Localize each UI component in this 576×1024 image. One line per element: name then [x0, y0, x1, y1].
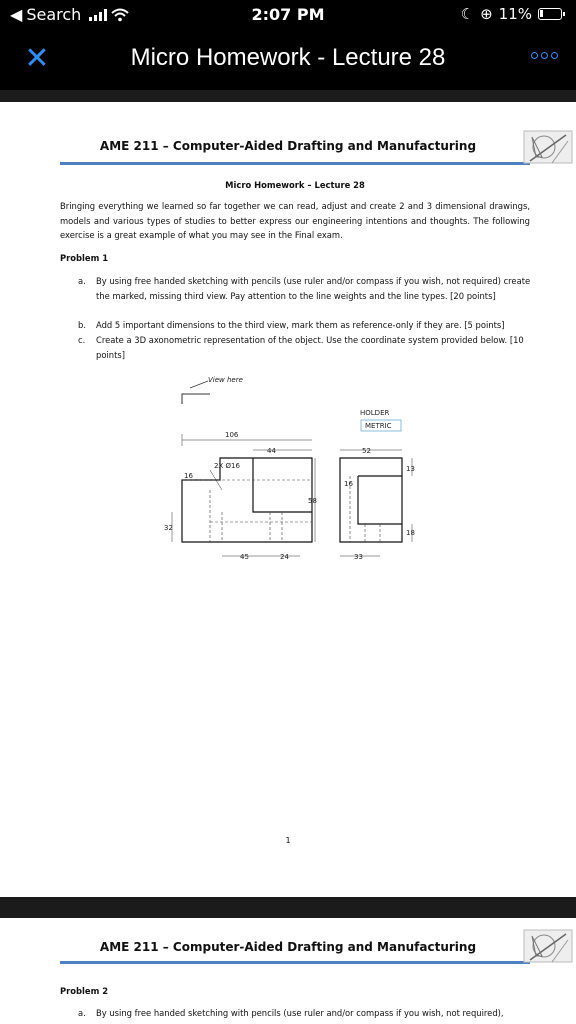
- list-item: [78, 1006, 533, 1021]
- holder-label: HOLDER: [360, 409, 390, 417]
- list-item: [78, 318, 533, 333]
- drafting-tools-logo: [522, 127, 574, 167]
- problem-1-heading: Problem 1: [60, 253, 109, 263]
- dim-16-side: 16: [344, 480, 353, 488]
- document-page-2: [0, 918, 576, 1024]
- status-bar: [0, 0, 576, 30]
- status-indicators: [461, 5, 562, 23]
- close-icon[interactable]: ✕: [24, 42, 50, 75]
- dim-106: 106: [225, 431, 239, 439]
- dim-44: 44: [267, 447, 276, 455]
- list-text: By using free handed sketching with pencils (use ruler and/or compass if you wish, not required) create the marked, missing third view. Pay attention to the line weights and the line types. [20 points]: [96, 276, 531, 301]
- document-title: Micro Homework - Lecture 28: [130, 44, 446, 71]
- list-item: [78, 333, 533, 362]
- list-marker: b.: [78, 320, 86, 330]
- list-text: Create a 3D axonometric representation of the object. Use the coordinate system provided below. [10 points]: [96, 335, 524, 360]
- view-here-label: View here: [208, 376, 243, 384]
- dim-58: 58: [308, 497, 317, 505]
- clock: 2:07 PM: [251, 5, 325, 24]
- side-view-outline: [340, 458, 402, 542]
- problem-2-heading: Problem 2: [60, 986, 109, 996]
- list-text: Add 5 important dimensions to the third view, mark them as reference-only if they are. [5 points]: [96, 320, 505, 330]
- document-page-1: [0, 102, 576, 897]
- back-app-label: Search: [26, 5, 82, 24]
- dim-45: 45: [240, 553, 249, 561]
- orientation-lock-icon: ⊕: [480, 5, 493, 23]
- course-header: AME 211 – Computer-Aided Drafting and Manufacturing: [99, 139, 477, 153]
- document-viewer[interactable]: [0, 90, 576, 1024]
- dim-33: 33: [354, 553, 363, 561]
- holder-drawing: [150, 372, 440, 572]
- battery-icon: [538, 8, 562, 20]
- nav-bar: [0, 30, 576, 90]
- dim-24: 24: [280, 553, 289, 561]
- list-item: [78, 274, 533, 303]
- back-arrow-icon: ◀: [10, 5, 23, 24]
- list-marker: a.: [78, 1008, 86, 1018]
- dim-2x-16: 2X Ø16: [214, 462, 240, 470]
- dim-18: 18: [406, 529, 415, 537]
- dim-13: 13: [406, 465, 415, 473]
- list-text: By using free handed sketching with pencils (use ruler and/or compass if you wish, not required),: [96, 1008, 504, 1018]
- moon-icon: ☾: [460, 5, 475, 23]
- intro-paragraph: Bringing everything we learned so far together we can read, adjust and create 2 and 3 dimensional drawings, models and various types of studies to better express our engineering intentions and thoughts. The following exercise is a great example of what you may see in the Final exam.: [60, 201, 530, 240]
- battery-percent: 11%: [498, 5, 532, 23]
- metric-label: METRIC: [365, 422, 392, 430]
- front-view-outline: [182, 458, 312, 542]
- more-icon[interactable]: [531, 52, 558, 59]
- header-rule: [60, 961, 530, 964]
- page-number: 1: [285, 836, 291, 845]
- dim-52: 52: [362, 447, 371, 455]
- dim-32: 32: [164, 524, 173, 532]
- list-marker: c.: [78, 335, 86, 345]
- drafting-tools-logo: [522, 926, 574, 966]
- subtitle: Micro Homework – Lecture 28: [225, 180, 365, 190]
- list-marker: a.: [78, 276, 86, 286]
- header-rule: [60, 162, 530, 165]
- dim-16-front: 16: [184, 472, 193, 480]
- course-header: AME 211 – Computer-Aided Drafting and Manufacturing: [99, 940, 477, 954]
